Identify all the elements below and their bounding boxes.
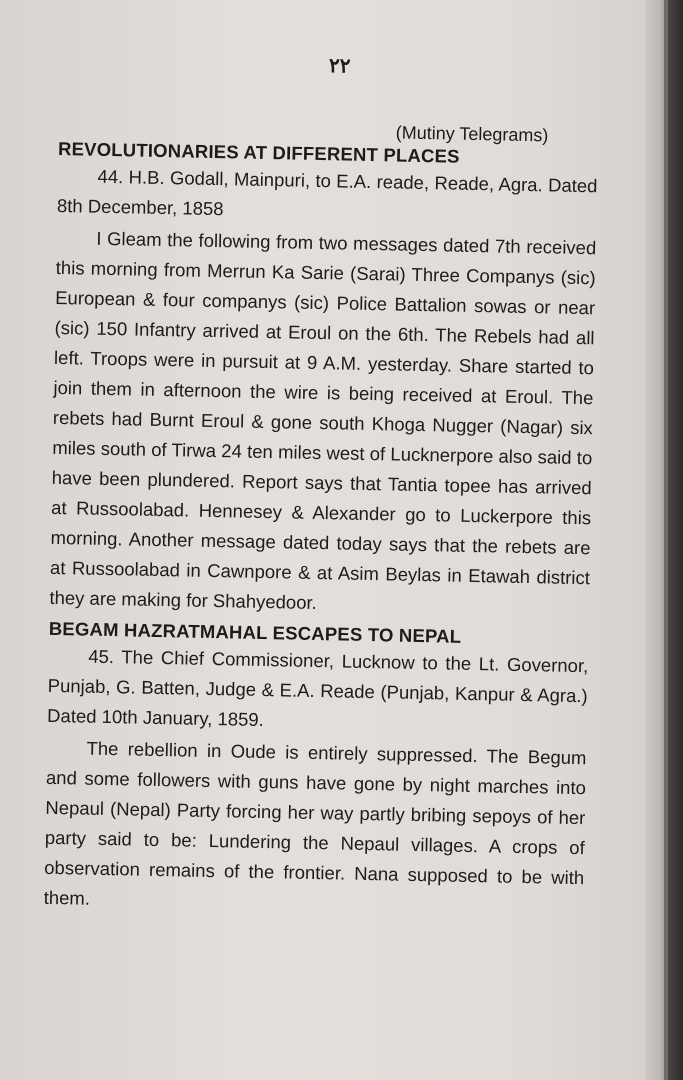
page-number: ٢٢	[328, 55, 351, 78]
entry-45-header: 45. The Chief Commissioner, Lucknow to the Lt. Governor, Punjab, G. Batten, Judge & E.A. Reade (Punjab, Kanpur & Agra.) Dated 10th January, 1859.	[46, 645, 589, 731]
section-heading-revolutionaries: REVOLUTIONARIES AT DIFFERENT PLACES	[57, 137, 460, 167]
entry-44-body: I Gleam the following from two messages dated 7th received this morning from Merrun Ka Sarie (Sarai) Three Companys (sic) European & four companys (sic) Police Battalion sowas or near (sic) 150 Infantry arrived at Eroul on the 6th. The Rebels had all left. Troops were in pursuit at 9 A.M. yesterday. Share started to join them in afternoon the wire is being received at Eroul. The rebets had Burnt Eroul & gone south Khoga Nugger (Nagar) six miles south of Tirwa 24 ten miles west of Lucknerpore also said to have been plundered. Report says that Tantia topee has arrived at Russoolabad. Hennesey & Alexander go to Luckerpore this morning. Another message dated today says that the rebets are at Russoolabad in Cawnpore & at Asim Beylas in Etawah district they are making for Shahyedoor.	[49, 227, 597, 614]
source-note: (Mutiny Telegrams)	[395, 122, 549, 146]
page-content	[43, 48, 600, 923]
page-edge	[645, 0, 664, 1080]
entry-45-body: The rebellion in Oude is entirely suppressed. The Begum and some followers with guns have gone by night marches into Nepaul (Nepal) Party forcing her way partly bribing sepoys of her party said to be: Lundering the Nepaul villages. A crops of observation remains of the frontier. Nana supposed to be with them.	[43, 737, 587, 909]
book-spine	[668, 0, 683, 1080]
section-heading-begam-hazratmahal: BEGAM HAZRATMAHAL ESCAPES TO NEPAL	[48, 617, 462, 647]
entry-44-header: 44. H.B. Godall, Mainpuri, to E.A. reade, Reade, Agra. Dated 8th December, 1858	[56, 165, 598, 220]
